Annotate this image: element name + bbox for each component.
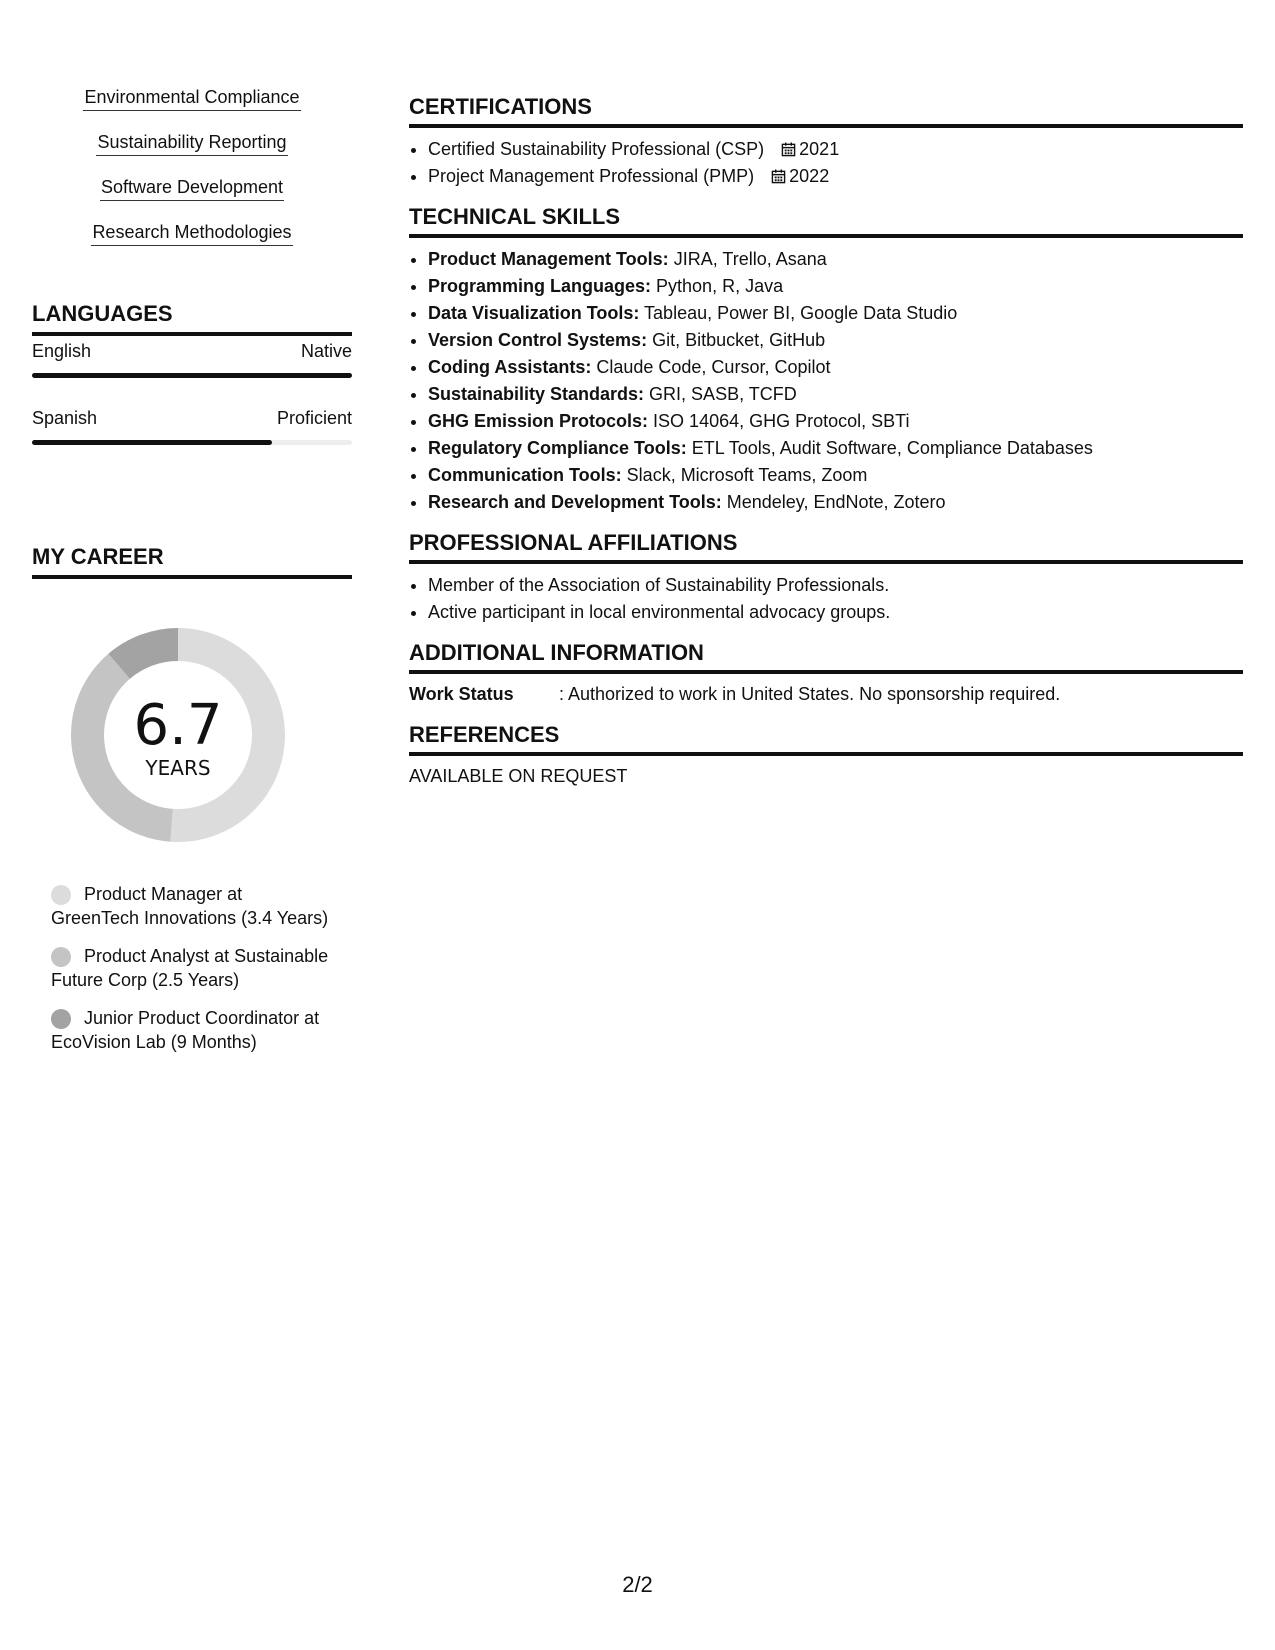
language-proficiency-bar <box>32 440 352 445</box>
language-proficiency-fill <box>32 440 272 445</box>
skill-category: GHG Emission Protocols: <box>428 411 649 431</box>
career-legend-item <box>51 944 331 992</box>
skill-values: Python, R, Java <box>651 276 784 296</box>
legend-dot-icon <box>51 947 71 967</box>
certification-year: 2022 <box>789 166 830 186</box>
technical-skill-item <box>428 462 1243 489</box>
language-level: Native <box>300 341 352 361</box>
skill-values: Mendeley, EndNote, Zotero <box>721 492 946 512</box>
skill-category: Sustainability Standards: <box>428 384 645 404</box>
calendar-icon <box>781 142 796 157</box>
career-legend <box>51 882 331 1068</box>
work-status-label: Work Status <box>409 684 514 704</box>
career-donut-chart <box>65 622 291 848</box>
technical-skill-item <box>428 408 1243 435</box>
affiliation-item: • Member of the Association of Sustainability Professionals. <box>428 572 1243 599</box>
work-status-row <box>409 682 1243 708</box>
skill-category: Communication Tools: <box>428 465 622 485</box>
skill-category: Regulatory Compliance Tools: <box>428 438 687 458</box>
references-heading: REFERENCES <box>409 722 1243 756</box>
career-total-value: 6.7 <box>133 693 223 758</box>
skill-values: ISO 14064, GHG Protocol, SBTi <box>648 411 910 431</box>
certification-name: Project Management Professional (PMP) <box>428 166 755 186</box>
affiliations-list <box>409 572 1243 626</box>
technical-skill-item <box>428 300 1243 327</box>
technical-skill-item <box>428 435 1243 462</box>
references-section <box>409 722 1243 788</box>
references-text: AVAILABLE ON REQUEST <box>409 766 628 786</box>
skill-tags <box>32 86 352 266</box>
career-legend-label: Product Analyst at Sustainable Future Corp (2.5 Years) <box>51 946 329 990</box>
legend-dot-icon <box>51 885 71 905</box>
technical-skill-item <box>428 489 1243 516</box>
skill-values: Claude Code, Cursor, Copilot <box>591 357 831 377</box>
skill-values: JIRA, Trello, Asana <box>668 249 827 269</box>
language-proficiency-fill <box>32 373 352 378</box>
technical-skill-item <box>428 381 1243 408</box>
career-legend-label: Product Manager at GreenTech Innovations (3.4 Years) <box>51 884 329 928</box>
language-name: Spanish <box>32 408 98 428</box>
skill-tag: Software Development <box>100 176 284 201</box>
skill-values: ETL Tools, Audit Software, Compliance Databases <box>686 438 1093 458</box>
technical-skills-section <box>409 204 1243 516</box>
certification-item <box>428 136 1243 163</box>
affiliations-heading: PROFESSIONAL AFFILIATIONS <box>409 530 1243 564</box>
skill-category: Programming Languages: <box>428 276 652 296</box>
technical-skill-item <box>428 273 1243 300</box>
skill-category: Research and Development Tools: <box>428 492 722 512</box>
skill-values: Slack, Microsoft Teams, Zoom <box>621 465 868 485</box>
skill-values: Tableau, Power BI, Google Data Studio <box>639 303 958 323</box>
certification-name: Certified Sustainability Professional (CSP) <box>428 139 765 159</box>
affiliation-item: • Active participant in local environmental advocacy groups. <box>428 599 1243 626</box>
certifications-heading: CERTIFICATIONS <box>409 94 1243 128</box>
left-column <box>32 86 352 1052</box>
skill-category: Data Visualization Tools: <box>428 303 640 323</box>
skill-values: GRI, SASB, TCFD <box>644 384 797 404</box>
technical-skill-item <box>428 246 1243 273</box>
additional-info-heading: ADDITIONAL INFORMATION <box>409 640 1243 674</box>
career-heading: MY CAREER <box>32 544 352 579</box>
skill-tag: Environmental Compliance <box>83 86 300 111</box>
language-level: Proficient <box>276 408 352 428</box>
additional-info-section <box>409 640 1243 708</box>
certification-year: 2021 <box>799 139 840 159</box>
skill-category: Version Control Systems: <box>428 330 648 350</box>
skill-tag: Sustainability Reporting <box>96 131 287 156</box>
right-column <box>409 94 1243 802</box>
work-status-value: : Authorized to work in United States. No sponsorship required. <box>559 684 1061 704</box>
skill-category: Coding Assistants: <box>428 357 592 377</box>
career-total-unit: YEARS <box>145 756 211 780</box>
technical-skill-item <box>428 354 1243 381</box>
technical-skills-heading: TECHNICAL SKILLS <box>409 204 1243 238</box>
skill-values: Git, Bitbucket, GitHub <box>647 330 826 350</box>
career-legend-label: Junior Product Coordinator at EcoVision Lab (9 Months) <box>51 1008 320 1052</box>
skill-category: Product Management Tools: <box>428 249 669 269</box>
technical-skill-item <box>428 327 1243 354</box>
technical-skills-list <box>409 246 1243 516</box>
career-legend-item <box>51 1006 331 1054</box>
languages-heading: LANGUAGES <box>32 301 352 336</box>
language-name: English <box>32 341 92 361</box>
skill-tag: Research Methodologies <box>91 221 292 246</box>
page-number: 2/2 <box>622 1572 653 1597</box>
career-legend-item <box>51 882 331 930</box>
calendar-icon <box>771 169 786 184</box>
certifications-section <box>409 94 1243 190</box>
certification-item <box>428 163 1243 190</box>
certifications-list <box>409 136 1243 190</box>
affiliations-section <box>409 530 1243 626</box>
language-proficiency-bar <box>32 373 352 378</box>
legend-dot-icon <box>51 1009 71 1029</box>
